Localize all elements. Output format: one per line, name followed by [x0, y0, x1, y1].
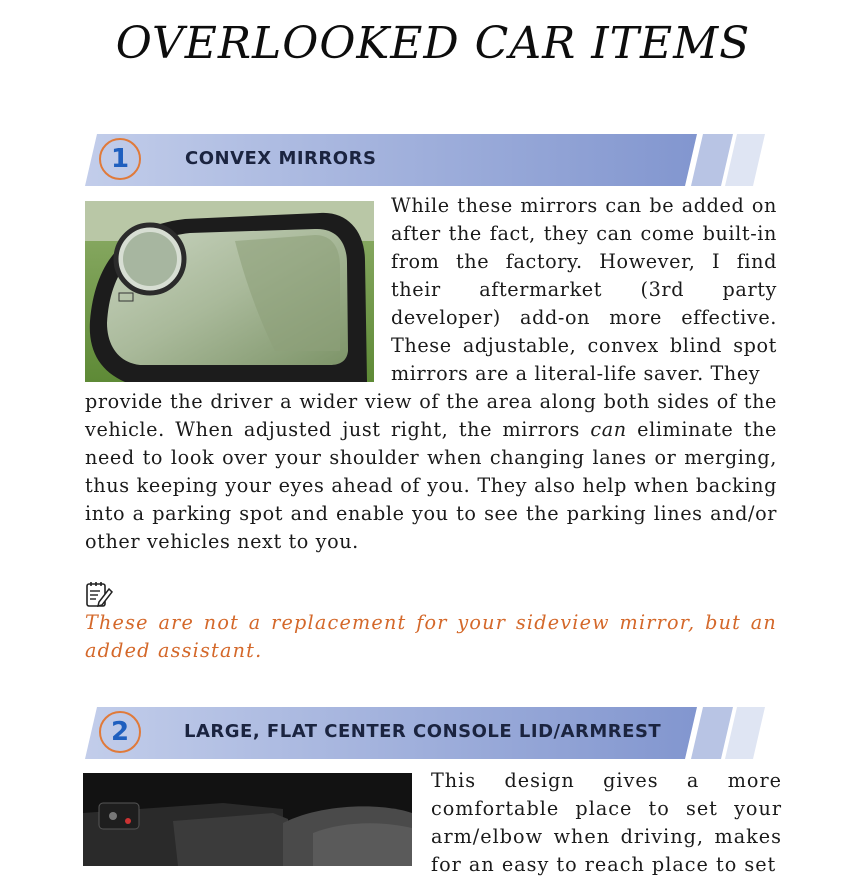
convex-mirror-photo: [85, 201, 374, 382]
section-1-paragraph-bottom: provide the driver a wider view of the area along both sides of the vehicle. When adjusted just right, the mirrors can eliminate the need to look over your shoulder when changing lanes or merging, thus keeping your eyes ahead of you. They also help when backing into a parking spot and enable you to see the parking lines and/or other vehicles next to you.: [85, 390, 778, 553]
section-heading: LARGE, FLAT CENTER CONSOLE LID/ARMREST: [184, 721, 662, 742]
section-number-badge: 1: [99, 138, 141, 180]
page-title: OVERLOOKED CAR ITEMS: [115, 18, 751, 69]
section-number-badge: 2: [99, 711, 141, 753]
section-2-banner: [85, 707, 765, 759]
section-1-paragraph-top: While these mirrors can be added on after the fact, they can come built-in from the factory. However, I find their aftermarket (3rd party developer) add-on more effective. These adjustable, convex blind spot mirrors are a literal-life saver. They: [391, 194, 777, 385]
emphasis-can: can: [590, 418, 627, 441]
section-2-text: This design gives a more comfortable place to set your arm/elbow when driving, makes for an easy to reach place to set: [431, 769, 782, 876]
section-1-text-wrap: [391, 192, 777, 388]
section-1-banner: [85, 134, 765, 186]
note-text: These are not a replacement for your sideview mirror, but an added assistant.: [85, 611, 777, 662]
center-console-photo: [83, 773, 412, 866]
section-1-text-full: [85, 388, 777, 556]
notepad-pencil-icon: [85, 580, 113, 608]
section-heading: CONVEX MIRRORS: [185, 148, 377, 169]
